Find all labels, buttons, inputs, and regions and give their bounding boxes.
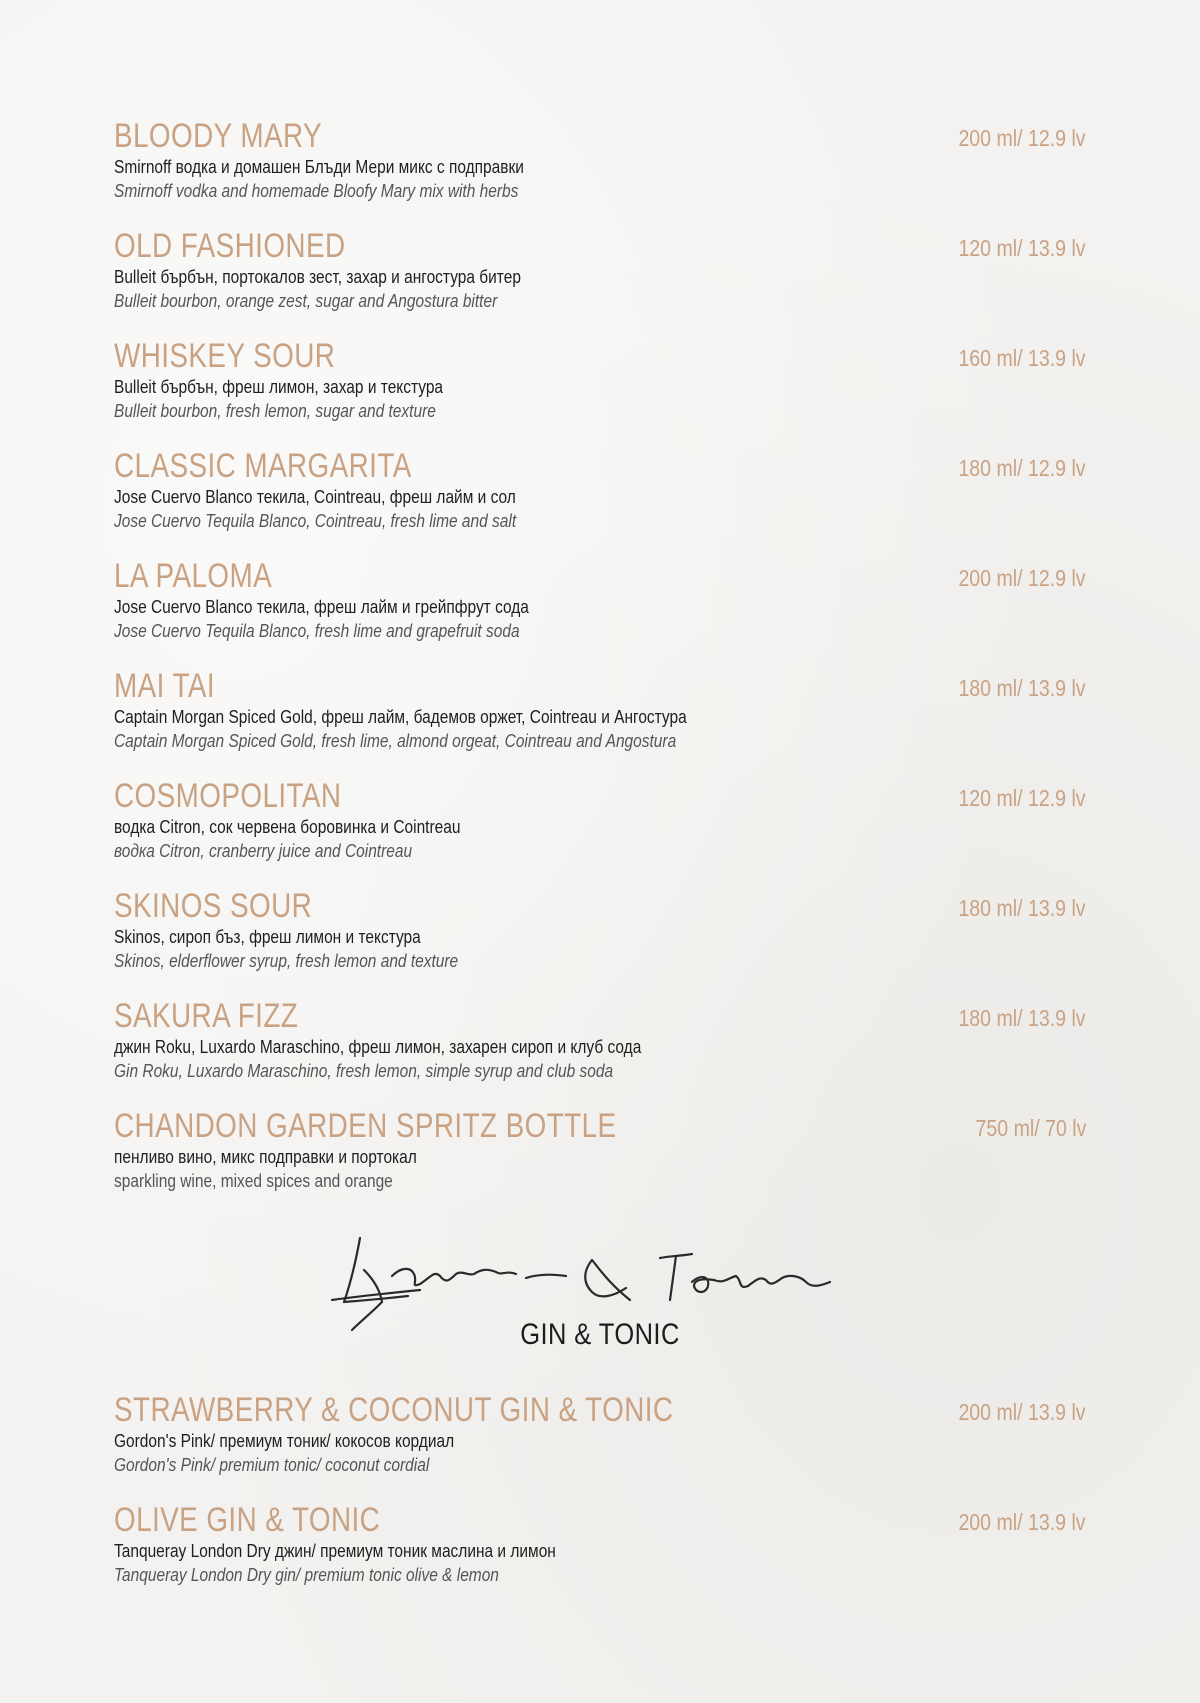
menu-item	[114, 116, 1086, 226]
item-name: LA PALOMA	[114, 557, 273, 595]
item-description-bg: Jose Cuervo Blanco текила, фреш лайм и грейпфрут сода	[114, 597, 529, 617]
item-description-bg: водка Citron, сок червена боровинка и Cointreau	[114, 817, 461, 837]
item-name: OLIVE GIN & TONIC	[114, 1501, 381, 1539]
item-price: 750 ml/ 70 lv	[975, 1115, 1086, 1141]
item-name: OLD FASHIONED	[114, 227, 346, 265]
menu-item	[114, 446, 1086, 556]
gin-tonic-list	[114, 1390, 1086, 1610]
item-description-bg: Tanqueray London Dry джин/ премиум тоник маслина и лимон	[114, 1541, 556, 1561]
item-name: WHISKEY SOUR	[114, 337, 336, 375]
menu-item	[114, 666, 1086, 776]
item-description-en: Gordon's Pink/ premium tonic/ coconut cordial	[114, 1455, 430, 1475]
menu-item	[114, 336, 1086, 446]
item-name: BLOODY MARY	[114, 117, 323, 155]
item-price: 120 ml/ 13.9 lv	[958, 235, 1086, 261]
menu-item	[114, 1390, 1086, 1500]
item-name: COSMOPOLITAN	[114, 777, 342, 815]
item-price: 180 ml/ 13.9 lv	[958, 675, 1086, 701]
item-price: 120 ml/ 12.9 lv	[958, 785, 1086, 811]
menu-item	[114, 776, 1086, 886]
item-price: 200 ml/ 13.9 lv	[958, 1399, 1086, 1425]
item-name: MAI TAI	[114, 667, 215, 705]
item-description-en: Skinos, elderflower syrup, fresh lemon and texture	[114, 951, 459, 971]
item-description-bg: Captain Morgan Spiced Gold, фреш лайм, бадемов оржет, Cointreau и Ангостура	[114, 707, 687, 727]
item-description-en: Bulleit bourbon, fresh lemon, sugar and texture	[114, 401, 436, 421]
item-description-bg: Jose Cuervo Blanco текила, Cointreau, фреш лайм и сол	[114, 487, 516, 507]
item-description-en: Tanqueray London Dry gin/ premium tonic olive & lemon	[114, 1565, 499, 1585]
menu-item	[114, 996, 1086, 1106]
item-description-bg: Gordon's Pink/ премиум тоник/ кокосов кордиал	[114, 1431, 455, 1451]
menu-item	[114, 1106, 1086, 1216]
item-price: 200 ml/ 12.9 lv	[958, 565, 1086, 591]
item-description-en: Captain Morgan Spiced Gold, fresh lime, almond orgeat, Cointreau and Angostura	[114, 731, 677, 751]
item-description-en: Bulleit bourbon, orange zest, sugar and Angostura bitter	[114, 291, 498, 311]
cocktail-list	[114, 116, 1086, 1216]
item-price: 180 ml/ 13.9 lv	[958, 895, 1086, 921]
item-name: SKINOS SOUR	[114, 887, 313, 925]
item-description-bg: Bulleit бърбън, фреш лимон, захар и текстура	[114, 377, 444, 397]
item-description-en: Jose Cuervo Tequila Blanco, Cointreau, fresh lime and salt	[114, 511, 517, 531]
item-name: STRAWBERRY & COCONUT GIN & TONIC	[114, 1391, 674, 1429]
item-price: 200 ml/ 13.9 lv	[958, 1509, 1086, 1535]
item-name: SAKURA FIZZ	[114, 997, 299, 1035]
item-price: 160 ml/ 13.9 lv	[958, 345, 1086, 371]
menu-item	[114, 556, 1086, 666]
item-description-en: водка Citron, cranberry juice and Cointreau	[114, 841, 413, 861]
item-description-bg: джин Roku, Luxardo Maraschino, фреш лимон, захарен сироп и клуб сода	[114, 1037, 642, 1057]
item-price: 180 ml/ 13.9 lv	[958, 1005, 1086, 1031]
item-description-bg: Smirnoff водка и домашен Блъди Мери микс с подправки	[114, 157, 524, 177]
item-name: CHANDON GARDEN SPRITZ BOTTLE	[114, 1107, 617, 1145]
item-description-en: Smirnoff vodka and homemade Bloofy Mary mix with herbs	[114, 181, 519, 201]
item-name: CLASSIC MARGARITA	[114, 447, 412, 485]
item-description-bg: пенливо вино, микс подправки и портокал	[114, 1147, 417, 1167]
section-title-gin-tonic: GIN & TONIC	[520, 1318, 680, 1351]
item-description-bg: Bulleit бърбън, портокалов зест, захар и ангостура битер	[114, 267, 521, 287]
item-description-en: Gin Roku, Luxardo Maraschino, fresh lemon, simple syrup and club soda	[114, 1061, 614, 1081]
item-price: 180 ml/ 12.9 lv	[958, 455, 1086, 481]
menu-item	[114, 1500, 1086, 1610]
item-description-en: Jose Cuervo Tequila Blanco, fresh lime and grapefruit soda	[114, 621, 520, 641]
item-description-en: sparkling wine, mixed spices and orange	[114, 1171, 393, 1191]
item-price: 200 ml/ 12.9 lv	[958, 125, 1086, 151]
menu-item	[114, 886, 1086, 996]
menu-item	[114, 226, 1086, 336]
item-description-bg: Skinos, сироп бъз, фреш лимон и текстура	[114, 927, 421, 947]
